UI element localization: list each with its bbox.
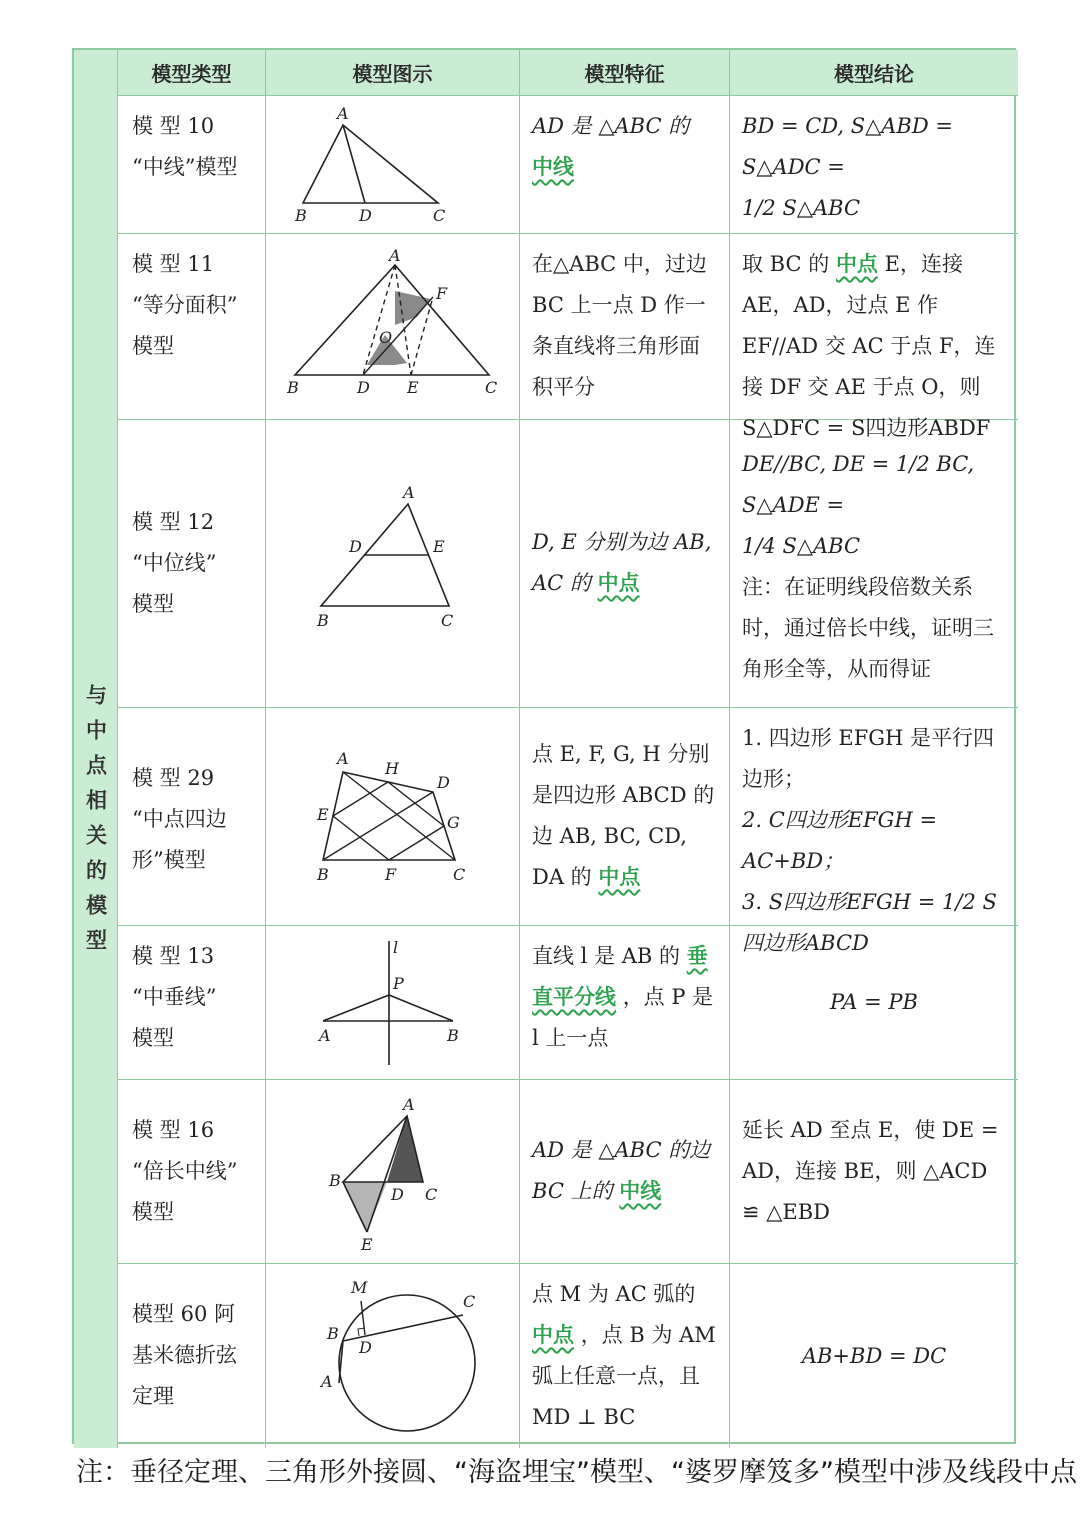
model-name: “等分面积”: [132, 293, 238, 317]
row-12-diagram: [266, 420, 520, 708]
conclusion-text: 延长 AD 至点 E，使 DE = AD，连接 BE，则 △ACD ≌ △EBD: [742, 1118, 999, 1224]
label-b: B: [286, 377, 299, 397]
label-b: B: [328, 1170, 341, 1190]
feature-text-post: ，点 P 是 l 上一点: [532, 985, 714, 1050]
label-d: D: [390, 1184, 404, 1204]
row-13-type: [118, 926, 266, 1080]
label-e: E: [406, 377, 419, 397]
label-c: C: [440, 610, 453, 630]
row-16-conclusion: [730, 1080, 1018, 1264]
row-11-feature: [520, 234, 730, 420]
model-number: 模 型 13: [132, 944, 215, 968]
label-f: F: [435, 283, 447, 303]
conclusion-line: 2. C四边形EFGH = AC+BD；: [742, 808, 938, 873]
row-10-feature: [520, 96, 730, 234]
feature-text: 点 E, F, G, H 分别是四边形 ABCD 的边 AB, BC, CD, DA 的: [532, 742, 715, 889]
label-a: A: [336, 103, 349, 123]
side-label: [74, 50, 118, 1448]
header-conclusion: 模型结论: [730, 50, 1018, 96]
label-a: A: [336, 748, 349, 768]
row-29-diagram: [266, 708, 520, 926]
label-b: B: [294, 205, 307, 225]
feature-highlight: 中点: [532, 1323, 574, 1347]
archimedes-diagram: [303, 1271, 483, 1441]
conclusion-highlight: 中点: [835, 252, 878, 276]
row-16-type: [118, 1080, 266, 1264]
model-number: 模 型 11: [132, 252, 215, 276]
label-p: P: [392, 973, 404, 993]
row-60-feature: [520, 1264, 730, 1448]
row-29-type: [118, 708, 266, 926]
model-name-suffix: 模型: [132, 334, 174, 358]
row-29-conclusion: [730, 708, 1018, 955]
label-a: A: [402, 1094, 415, 1114]
conclusion-line: 1/4 S△ABC: [742, 534, 861, 558]
conclusion-text: 取 BC 的: [742, 252, 830, 276]
model-name-suffix: 定理: [132, 1384, 174, 1408]
double-median-diagram: [313, 1092, 473, 1252]
label-e: E: [360, 1234, 373, 1254]
model-name-suffix: 模型: [132, 1200, 174, 1224]
feature-text: AD 是 △ABC 的边 BC 上的: [532, 1138, 711, 1203]
label-o: O: [378, 327, 392, 347]
feature-text: 在△ABC 中，过边 BC 上一点 D 作一条直线将三角形面积平分: [532, 252, 707, 399]
side-label-text: 与中点相关的模型: [83, 684, 108, 964]
midline-diagram: [303, 484, 483, 644]
label-g: G: [446, 812, 460, 832]
row-12-feature: [520, 420, 730, 708]
label-h: H: [384, 758, 399, 778]
row-60-diagram: [266, 1264, 520, 1448]
label-b: B: [326, 1324, 339, 1343]
row-13-conclusion: [730, 926, 1018, 1080]
model-name: 基米德折弦: [132, 1343, 237, 1367]
feature-highlight: 中点: [598, 865, 641, 889]
label-c: C: [424, 1184, 437, 1204]
model-name-suffix: 模型: [132, 1026, 174, 1050]
conclusion-line: BD = CD, S△ABD = S△ADC =: [742, 114, 953, 179]
label-f: F: [384, 864, 396, 884]
footer-note: 注：垂径定理、三角形外接圆、“海盗埋宝”模型、“婆罗摩笈多”模型中涉及线段中点: [76, 1457, 1077, 1488]
header-diagram: 模型图示: [266, 50, 520, 96]
row-60-type: [118, 1264, 266, 1448]
model-name: “中点四边: [132, 807, 227, 831]
row-13-diagram: [266, 926, 520, 1080]
conclusion-note: 注：在证明线段倍数关系时，通过倍长中线，证明三角形全等，从而得证: [742, 575, 994, 681]
conclusion-text: AB+BD = DC: [801, 1343, 947, 1368]
row-10-diagram: [266, 96, 520, 234]
label-a: A: [388, 245, 401, 265]
model-name: “中线”模型: [132, 155, 238, 179]
feature-highlight: 垂直平分线: [532, 944, 708, 1009]
label-c: C: [462, 1292, 475, 1311]
feature-highlight: 中线: [619, 1179, 662, 1203]
label-d: D: [348, 536, 362, 556]
conclusion-text: PA = PB: [830, 990, 918, 1014]
row-16-diagram: [266, 1080, 520, 1264]
label-b: B: [316, 864, 329, 884]
feature-text: 点 M 为 AC 弧的: [532, 1282, 696, 1306]
row-60-conclusion: [730, 1264, 1018, 1448]
label-a: A: [402, 482, 415, 502]
perpendicular-bisector-diagram: [303, 933, 483, 1073]
row-11-conclusion: [730, 234, 1018, 440]
header-feature: 模型特征: [520, 50, 730, 96]
model-number: 模 型 10: [132, 114, 215, 138]
model-name: “中垂线”: [132, 985, 217, 1009]
row-10-conclusion: [730, 96, 1018, 234]
label-c: C: [484, 377, 497, 397]
conclusion-line: 1. 四边形 EFGH 是平行四边形；: [742, 726, 995, 791]
model-name: “倍长中线”: [132, 1159, 238, 1183]
conclusion-line: 3. S四边形EFGH = 1/2 S四边形ABCD: [742, 890, 997, 955]
model-number: 模 型 16: [132, 1118, 215, 1142]
median-diagram: [293, 105, 493, 225]
model-name: “中位线”: [132, 551, 217, 575]
row-11-type: [118, 234, 266, 420]
label-a: A: [318, 1025, 331, 1045]
label-d: D: [436, 772, 450, 792]
label-d: D: [358, 1338, 372, 1357]
label-c: C: [432, 205, 445, 225]
feature-text-post: ，点 B 为 AM 弧上任意一点，且 MD ⊥ BC: [532, 1323, 716, 1429]
feature-highlight: 中线: [532, 155, 574, 179]
feature-text: AD 是 △ABC 的: [532, 114, 690, 138]
conclusion-line: DE//BC, DE = 1/2 BC, S△ADE =: [742, 452, 975, 517]
equal-area-diagram: [283, 247, 503, 407]
row-10-type: [118, 96, 266, 234]
model-number: 模型 60 阿: [132, 1302, 236, 1326]
label-a: A: [320, 1372, 333, 1391]
conclusion-text: E，连接 AE，AD，过点 E 作 EF//AD 交 AC 于点 F，连接 DF 交 AE 于点 O，则 S△DFC = S四边形ABDF: [742, 252, 996, 440]
feature-text: 直线 l 是 AB 的: [532, 944, 681, 968]
row-12-type: [118, 420, 266, 708]
label-l: l: [392, 937, 398, 957]
model-table: [72, 48, 1016, 1444]
midpoint-quad-diagram: [303, 742, 483, 892]
row-29-feature: [520, 708, 730, 926]
label-e: E: [316, 804, 329, 824]
label-b: B: [446, 1025, 459, 1045]
model-name-suffix: 形”模型: [132, 848, 206, 872]
label-e: E: [432, 536, 445, 556]
row-11-diagram: [266, 234, 520, 420]
model-number: 模 型 12: [132, 510, 215, 534]
row-13-feature: [520, 926, 730, 1080]
row-16-feature: [520, 1080, 730, 1264]
label-d: D: [358, 205, 372, 225]
header-type: 模型类型: [118, 50, 266, 96]
model-number: 模 型 29: [132, 766, 215, 790]
label-d: D: [356, 377, 370, 397]
conclusion-line: 1/2 S△ABC: [742, 196, 861, 220]
label-b: B: [316, 610, 329, 630]
row-12-conclusion: [730, 420, 1018, 708]
model-name-suffix: 模型: [132, 592, 174, 616]
feature-highlight: 中点: [597, 571, 640, 595]
label-m: M: [350, 1278, 367, 1297]
label-c: C: [452, 864, 465, 884]
feature-text: D, E 分别为边 AB, AC 的: [532, 530, 712, 595]
